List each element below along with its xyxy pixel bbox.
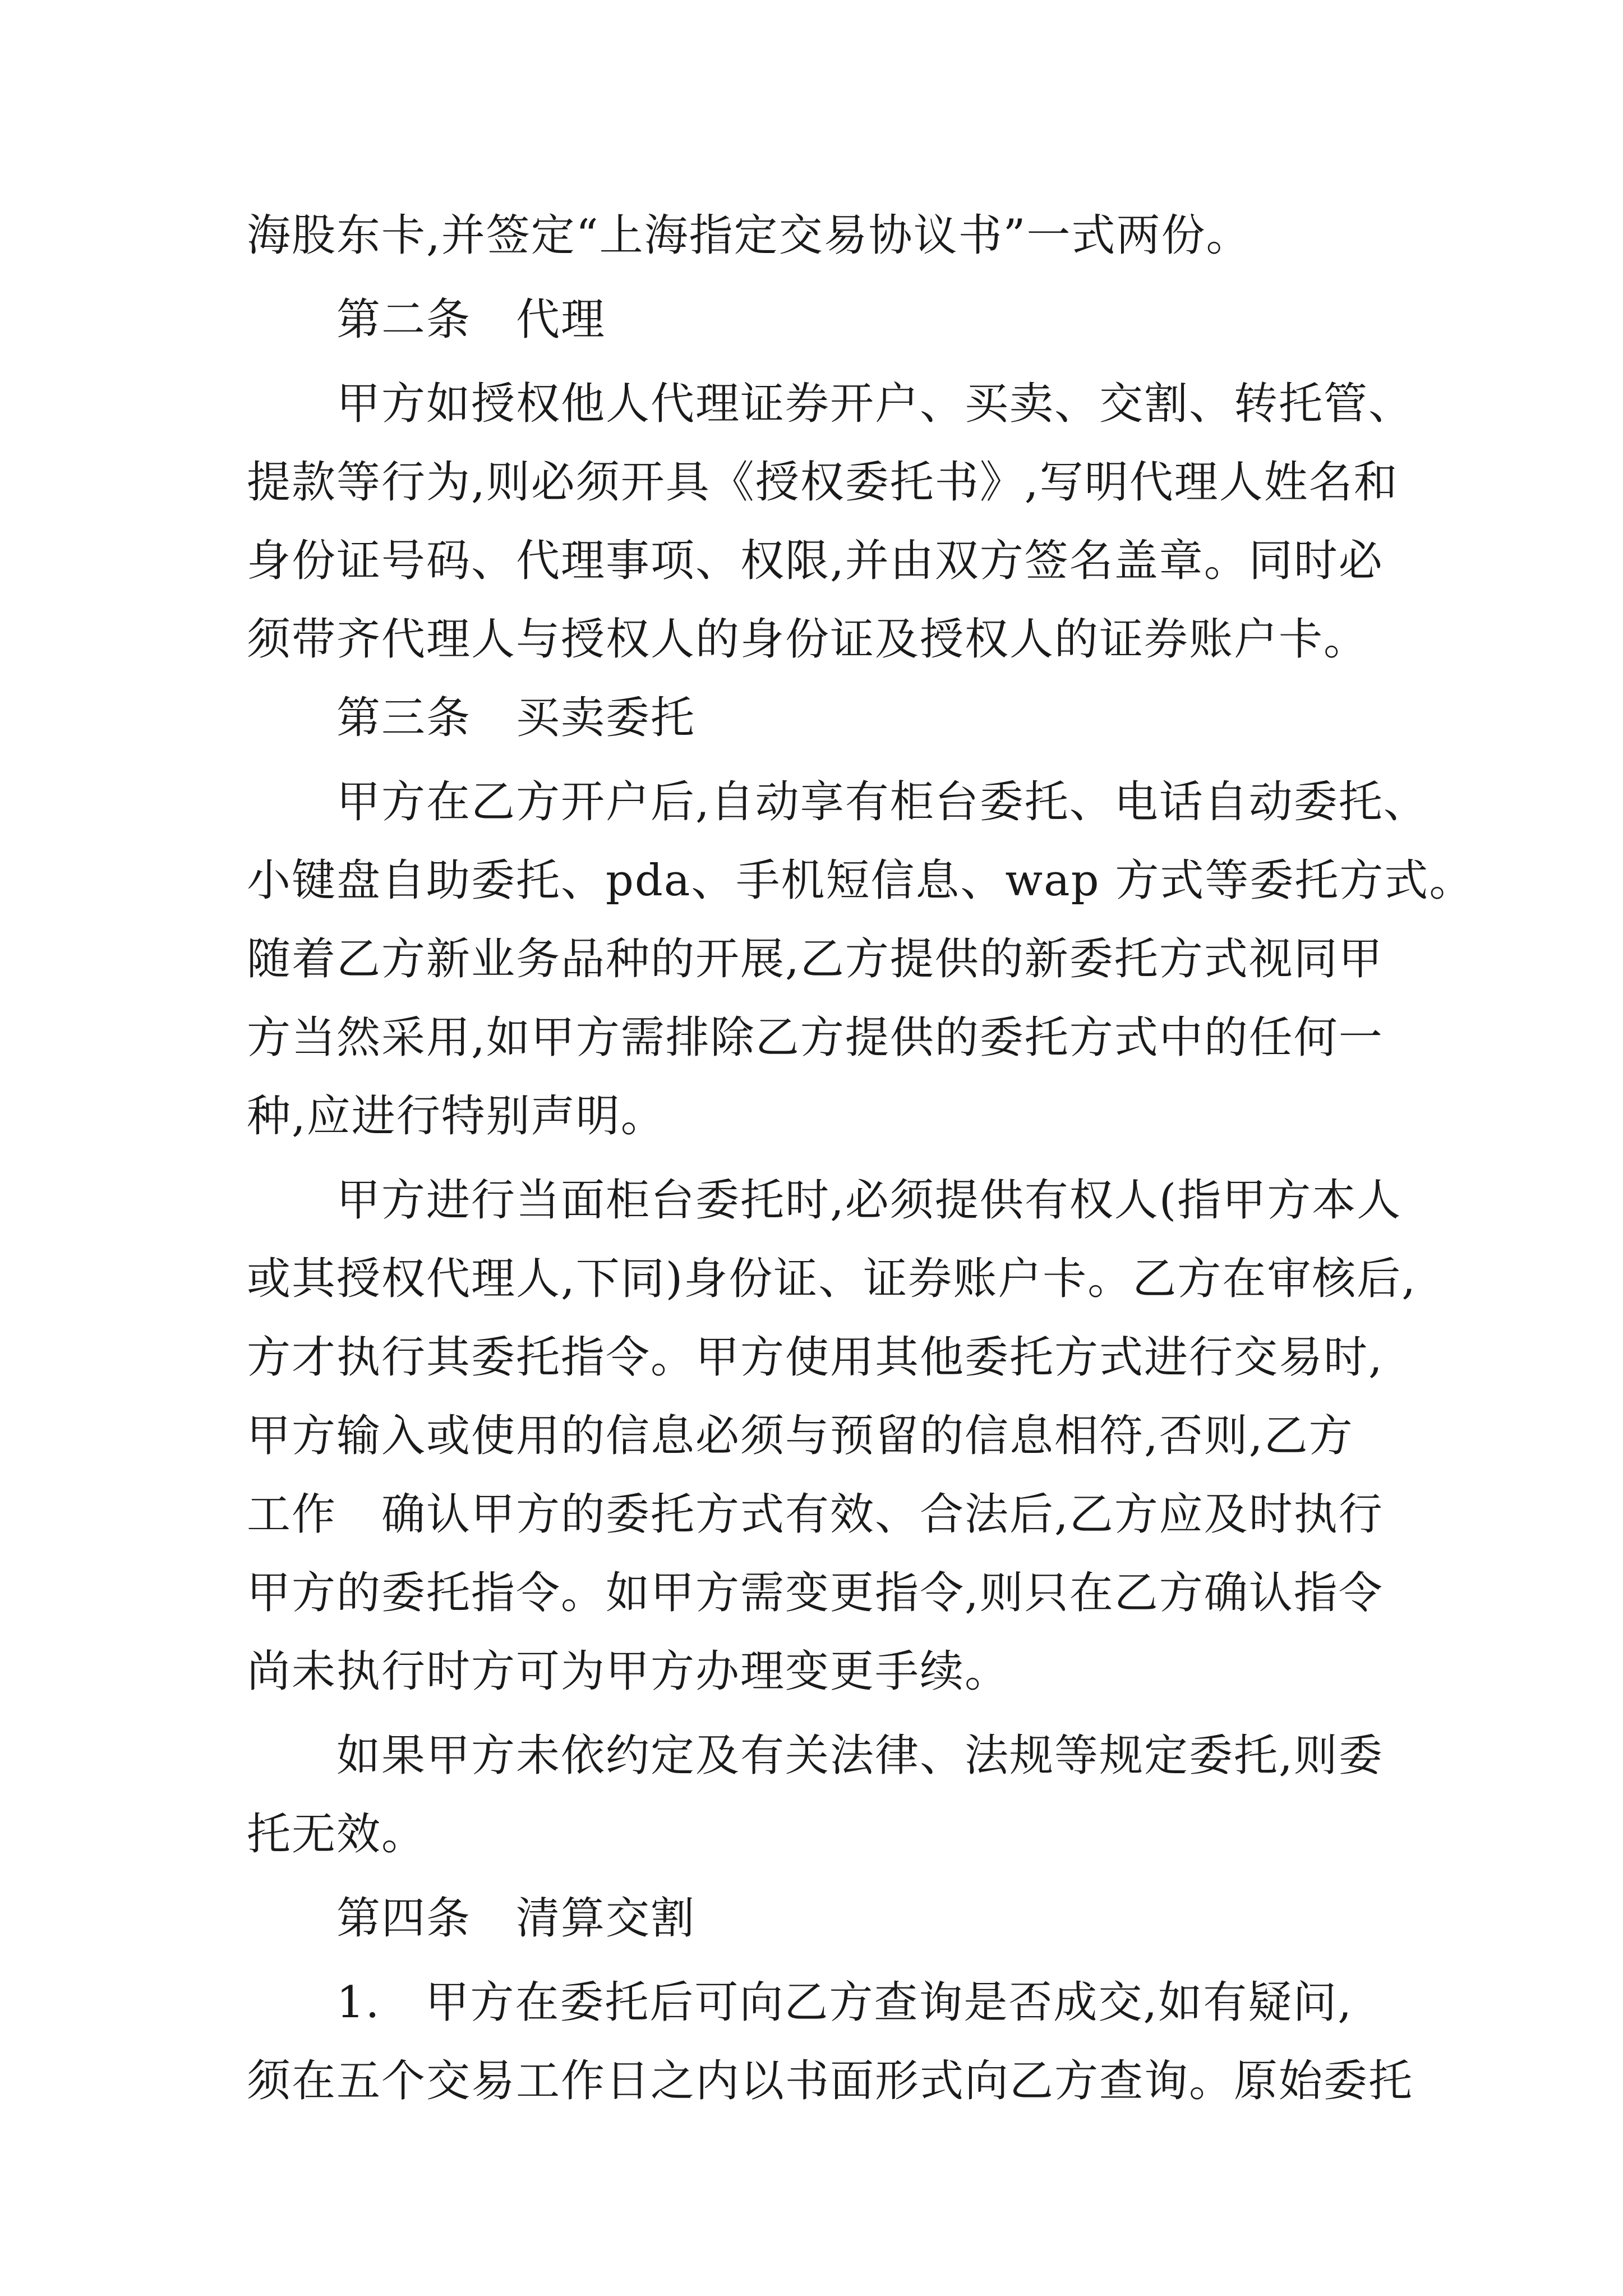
text-line: 甲方进行当面柜台委托时,必须提供有权人(指甲方本人 bbox=[336, 1175, 1402, 1226]
text-line: 甲方输入或使用的信息必须与预留的信息相符,否则,乙方 bbox=[247, 1411, 1354, 1461]
article-heading: 第四条 清算交割 bbox=[336, 1893, 696, 1944]
text-line: 1. 甲方在委托后可向乙方查询是否成交,如有疑问, bbox=[336, 1977, 1353, 2028]
text-line: 须在五个交易工作日之内以书面形式向乙方查询。原始委托 bbox=[247, 2056, 1414, 2106]
text-line: 须带齐代理人与授权人的身份证及授权人的证券账户卡。 bbox=[247, 614, 1369, 665]
article-heading: 第二条 代理 bbox=[336, 295, 606, 345]
text-line: 尚未执行时方可为甲方办理变更手续。 bbox=[247, 1646, 1010, 1697]
article-heading: 第三条 买卖委托 bbox=[336, 693, 696, 743]
text-line: 如果甲方未依约定及有关法律、法规等规定委托,则委 bbox=[336, 1731, 1384, 1781]
text-line: 甲方的委托指令。如甲方需变更指令,则只在乙方确认指令 bbox=[247, 1568, 1384, 1618]
text-line: 方才执行其委托指令。甲方使用其他委托方式进行交易时, bbox=[247, 1332, 1384, 1383]
text-line: 海股东卡,并签定“上海指定交易协议书”一式两份。 bbox=[247, 210, 1251, 261]
text-line: 甲方如授权他人代理证券开户、买卖、交割、转托管、 bbox=[336, 379, 1414, 429]
text-line: 托无效。 bbox=[247, 1809, 427, 1860]
text-line: 身份证号码、代理事项、权限,并由双方签名盖章。同时必 bbox=[247, 536, 1384, 586]
text-line: 工作 确认甲方的委托方式有效、合法后,乙方应及时执行 bbox=[247, 1489, 1384, 1540]
text-line: 随着乙方新业务品种的开展,乙方提供的新委托方式视同甲 bbox=[247, 934, 1384, 984]
text-line: 小键盘自助委托、pda、手机短信息、wap 方式等委托方式。 bbox=[247, 855, 1474, 906]
text-line: 甲方在乙方开户后,自动享有柜台委托、电话自动委托、 bbox=[336, 777, 1428, 827]
text-line: 种,应进行特别声明。 bbox=[247, 1091, 666, 1142]
text-line: 提款等行为,则必须开具《授权委托书》,写明代理人姓名和 bbox=[247, 457, 1399, 508]
text-line: 方当然采用,如甲方需排除乙方提供的委托方式中的任何一 bbox=[247, 1013, 1384, 1063]
text-line: 或其授权代理人,下同)身份证、证券账户卡。乙方在审核后, bbox=[247, 1254, 1417, 1304]
